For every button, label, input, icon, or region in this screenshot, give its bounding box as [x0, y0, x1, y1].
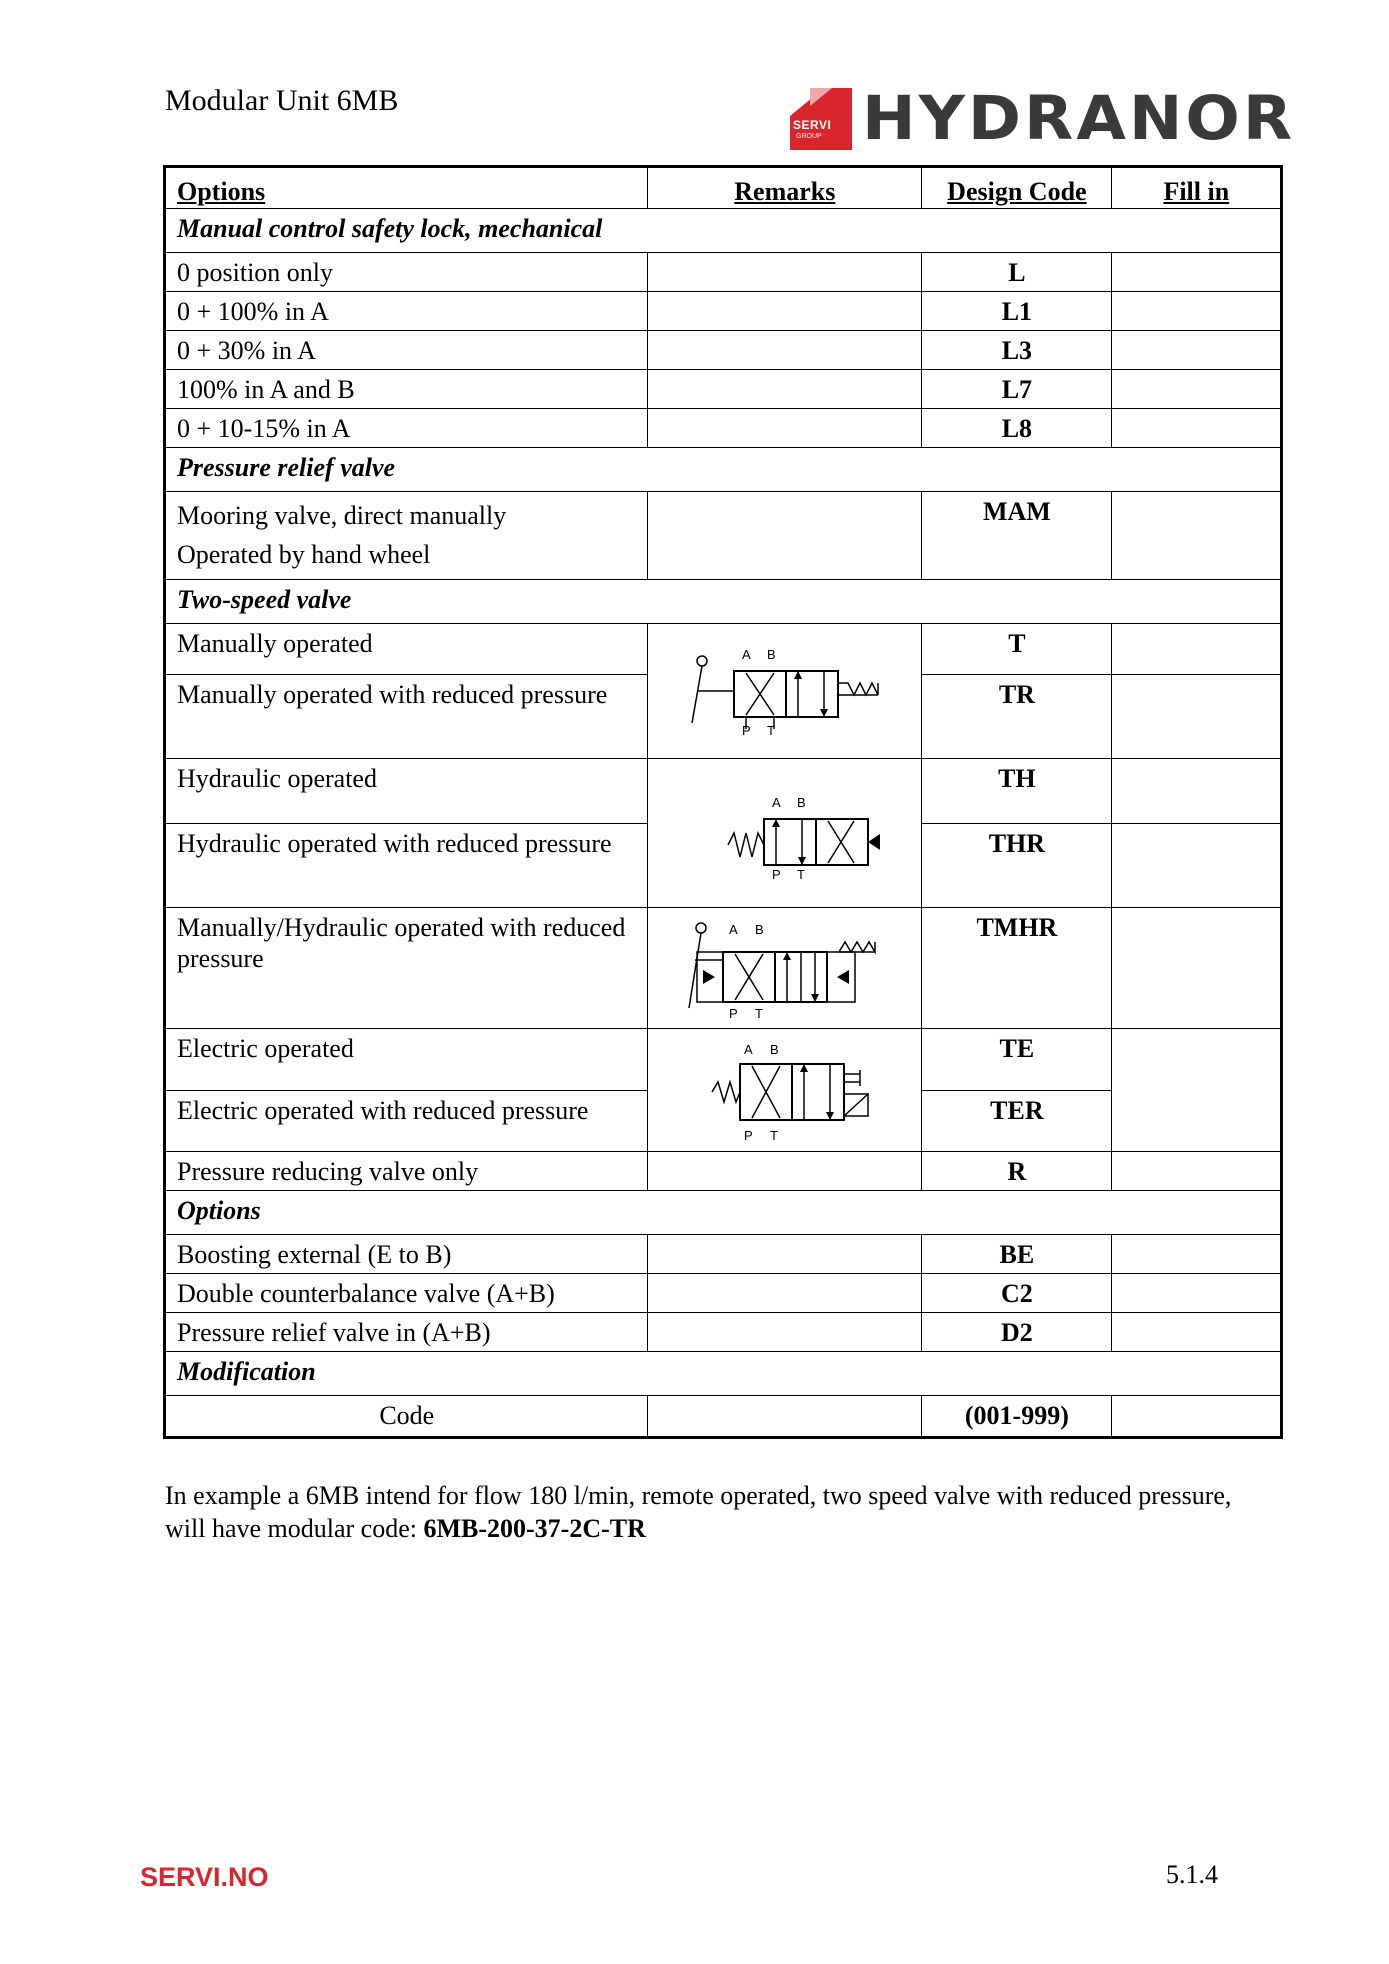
port-label-t: T [755, 1005, 764, 1021]
header-design-code: Design Code [922, 167, 1111, 209]
option-cell: 0 + 100% in A [165, 291, 648, 330]
remarks-cell [647, 1273, 922, 1312]
section-title: Modification [165, 1351, 1282, 1395]
table-row [165, 330, 1282, 369]
remarks-cell [647, 623, 922, 758]
footer-brand-link[interactable]: SERVI.NO [140, 1862, 269, 1892]
option-cell: 100% in A and B [165, 369, 648, 408]
port-label-b: B [755, 921, 764, 937]
option-cell: Electric operated [165, 1028, 648, 1090]
fill-in-cell[interactable] [1111, 1312, 1281, 1351]
fill-in-cell[interactable] [1111, 823, 1281, 907]
options-table [163, 165, 1283, 1439]
port-label-p: P [744, 1127, 753, 1143]
design-code-cell: TE [922, 1028, 1111, 1090]
option-cell: 0 + 10-15% in A [165, 408, 648, 447]
table-header-row [165, 167, 1282, 209]
remarks-cell [647, 1028, 922, 1151]
table-row [165, 758, 1282, 823]
remarks-cell [647, 758, 922, 907]
design-code-cell: BE [922, 1234, 1111, 1273]
example-modular-code: 6MB-200-37-2C-TR [423, 1513, 646, 1543]
design-code-cell: TH [922, 758, 1111, 823]
section-header [165, 1190, 1282, 1234]
header-options: Options [165, 167, 648, 209]
design-code-cell: TR [922, 674, 1111, 758]
hydranor-logo [790, 83, 1296, 155]
fill-in-cell[interactable] [1111, 491, 1281, 579]
fill-in-cell[interactable] [1111, 758, 1281, 823]
table-row [165, 1273, 1282, 1312]
design-code-cell: TMHR [922, 907, 1111, 1028]
remarks-cell [647, 907, 922, 1028]
section-header [165, 579, 1282, 623]
port-label-t: T [767, 722, 776, 738]
option-cell [165, 491, 648, 579]
design-code-cell: T [922, 623, 1111, 674]
table-row [165, 369, 1282, 408]
remarks-cell [647, 1234, 922, 1273]
option-cell: Hydraulic operated [165, 758, 648, 823]
example-note [165, 1480, 1265, 1545]
option-cell: 0 position only [165, 252, 648, 291]
section-title: Manual control safety lock, mechanical [165, 208, 1282, 252]
remarks-cell [647, 330, 922, 369]
fill-in-cell[interactable] [1111, 1234, 1281, 1273]
option-cell: 0 + 30% in A [165, 330, 648, 369]
table-row [165, 1151, 1282, 1190]
electric-valve-symbol-icon [684, 1034, 884, 1146]
fill-in-cell[interactable] [1111, 408, 1281, 447]
manual-hydraulic-valve-symbol-icon [679, 912, 889, 1024]
design-code-cell: L1 [922, 291, 1111, 330]
option-cell: Electric operated with reduced pressure [165, 1090, 648, 1151]
fill-in-cell[interactable] [1111, 252, 1281, 291]
option-cell: Manually operated with reduced pressure [165, 674, 648, 758]
fill-in-cell[interactable] [1111, 369, 1281, 408]
option-cell: Pressure reducing valve only [165, 1151, 648, 1190]
remarks-cell [647, 291, 922, 330]
remarks-cell [647, 1151, 922, 1190]
fill-in-cell[interactable] [1111, 1395, 1281, 1437]
option-cell: Hydraulic operated with reduced pressure [165, 823, 648, 907]
port-label-b: B [797, 794, 806, 810]
header-remarks: Remarks [647, 167, 922, 209]
port-label-b: B [767, 646, 776, 662]
option-cell: Pressure relief valve in (A+B) [165, 1312, 648, 1351]
port-label-p: P [772, 866, 781, 881]
section-title: Options [165, 1190, 1282, 1234]
port-label-b: B [770, 1041, 779, 1057]
table-row [165, 623, 1282, 674]
port-label-a: A [742, 646, 751, 662]
design-code-cell: L8 [922, 408, 1111, 447]
remarks-cell [647, 491, 922, 579]
section-header [165, 1351, 1282, 1395]
design-code-cell: MAM [922, 491, 1111, 579]
fill-in-cell[interactable] [1111, 1151, 1281, 1190]
table-row [165, 1312, 1282, 1351]
example-note-text: In example a 6MB intend for flow 180 l/min, remote operated, two speed valve with reduced pressure, will have modular code: [165, 1481, 1232, 1543]
port-label-t: T [770, 1127, 779, 1143]
design-code-cell: TER [922, 1090, 1111, 1151]
remarks-cell [647, 252, 922, 291]
port-label-a: A [729, 921, 738, 937]
design-code-cell: (001-999) [922, 1395, 1111, 1437]
fill-in-cell[interactable] [1111, 1273, 1281, 1312]
option-cell: Code [165, 1395, 648, 1437]
remarks-cell [647, 1312, 922, 1351]
header-fill-in: Fill in [1111, 167, 1281, 209]
remarks-cell [647, 1395, 922, 1437]
design-code-cell: C2 [922, 1273, 1111, 1312]
design-code-cell: L7 [922, 369, 1111, 408]
design-code-cell: THR [922, 823, 1111, 907]
port-label-p: P [742, 722, 751, 738]
table-row [165, 408, 1282, 447]
section-header [165, 447, 1282, 491]
fill-in-cell[interactable] [1111, 907, 1281, 1028]
document-title: Modular Unit 6MB [165, 84, 399, 117]
remarks-cell [647, 369, 922, 408]
fill-in-cell[interactable] [1111, 1028, 1281, 1151]
manual-valve-symbol-icon [684, 643, 884, 739]
table-row [165, 1234, 1282, 1273]
design-code-cell: D2 [922, 1312, 1111, 1351]
remarks-cell [647, 408, 922, 447]
option-line: Mooring valve, direct manually [177, 500, 507, 530]
option-cell: Boosting external (E to B) [165, 1234, 648, 1273]
port-label-t: T [797, 866, 806, 881]
table-row [165, 291, 1282, 330]
option-line: Operated by hand wheel [177, 539, 431, 569]
page-number: 5.1.4 [1166, 1860, 1218, 1889]
servi-group-logo-icon: SERVI GROUP [790, 88, 852, 150]
design-code-cell: L3 [922, 330, 1111, 369]
fill-in-cell[interactable] [1111, 623, 1281, 674]
design-code-cell: R [922, 1151, 1111, 1190]
section-title: Pressure relief valve [165, 447, 1282, 491]
table-row [165, 491, 1282, 579]
table-row [165, 1395, 1282, 1437]
option-cell: Double counterbalance valve (A+B) [165, 1273, 648, 1312]
port-label-a: A [744, 1041, 753, 1057]
table-row [165, 907, 1282, 1028]
port-label-p: P [729, 1005, 738, 1021]
hydraulic-valve-symbol-icon [684, 785, 884, 881]
port-label-a: A [772, 794, 781, 810]
table-row [165, 1028, 1282, 1090]
logo-wordmark: HYDRANOR [862, 83, 1296, 155]
fill-in-cell[interactable] [1111, 674, 1281, 758]
fill-in-cell[interactable] [1111, 291, 1281, 330]
section-header [165, 208, 1282, 252]
section-title: Two-speed valve [165, 579, 1282, 623]
option-cell: Manually operated [165, 623, 648, 674]
fill-in-cell[interactable] [1111, 330, 1281, 369]
option-cell: Manually/Hydraulic operated with reduced pressure [165, 907, 648, 1028]
table-row [165, 252, 1282, 291]
design-code-cell: L [922, 252, 1111, 291]
